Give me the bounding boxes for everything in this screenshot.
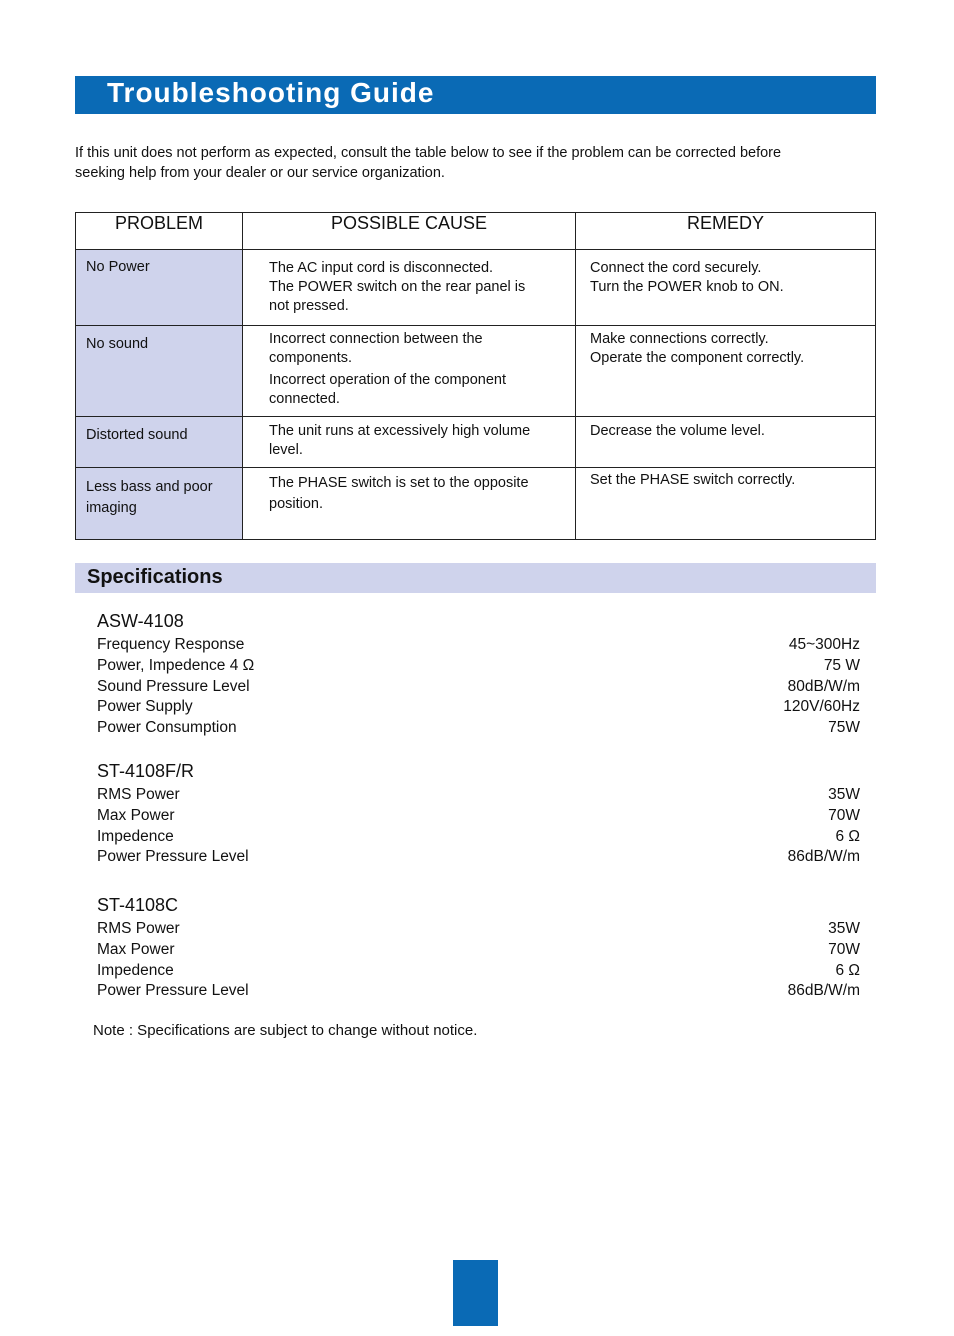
- title-banner: [75, 76, 876, 114]
- table-row: [76, 417, 876, 468]
- problem-cell: [76, 468, 243, 540]
- spec-value: 80dB/W/m: [787, 677, 860, 695]
- table-row: [76, 326, 876, 417]
- spec-note: Note : Specifications are subject to change without notice.: [93, 1022, 478, 1039]
- cause-cell: [243, 417, 576, 468]
- cause-text: The unit runs at excessively high volume: [269, 423, 531, 439]
- problem-text: Distorted sound: [86, 427, 188, 443]
- spec-group-st-4108c: [97, 894, 860, 1002]
- spec-label: RMS Power: [97, 920, 180, 937]
- problem-text: No sound: [86, 336, 149, 352]
- intro-line: seeking help from your dealer or our service organization.: [75, 165, 445, 181]
- spec-row: [97, 806, 860, 827]
- spec-label: Power, Impedence 4 Ω: [97, 656, 255, 674]
- spec-value: 75 W: [823, 656, 860, 674]
- spec-value: 70W: [828, 940, 860, 958]
- header-cause: POSSIBLE CAUSE: [243, 213, 576, 250]
- spec-row: [97, 981, 860, 1002]
- cause-text: The POWER switch on the rear panel is: [269, 279, 526, 295]
- spec-value: 86dB/W/m: [787, 982, 860, 1000]
- spec-label: Power Pressure Level: [97, 982, 249, 1000]
- spec-row: [97, 785, 860, 806]
- cause-text: The PHASE switch is set to the opposite: [269, 475, 529, 491]
- spec-value: 35W: [828, 920, 860, 937]
- spec-value: 86dB/W/m: [787, 848, 860, 866]
- page-title: Troubleshooting Guide: [107, 77, 435, 108]
- header-problem: PROBLEM: [76, 213, 243, 250]
- remedy-cell: [576, 417, 876, 468]
- problem-text: Less bass and poor: [86, 479, 213, 495]
- spec-row: [97, 697, 860, 718]
- spec-label: Frequency Response: [97, 636, 245, 653]
- remedy-text: Make connections correctly.: [590, 331, 769, 347]
- specifications-banner: [75, 563, 876, 593]
- table-header-row: [76, 213, 876, 250]
- cause-text: Incorrect connection between the: [269, 331, 483, 347]
- remedy-text: Set the PHASE switch correctly.: [590, 472, 796, 488]
- spec-row: [97, 919, 860, 940]
- spec-row: [97, 961, 860, 982]
- spec-value: 35W: [828, 786, 860, 803]
- cause-text: level.: [269, 442, 303, 458]
- spec-label: RMS Power: [97, 786, 180, 803]
- table-row: [76, 250, 876, 326]
- spec-value: 6 Ω: [835, 961, 860, 979]
- problem-cell: [76, 250, 243, 326]
- remedy-cell: [576, 250, 876, 326]
- spec-label: Max Power: [97, 940, 175, 958]
- model-name: ST-4108C: [97, 895, 179, 915]
- remedy-cell: [576, 326, 876, 417]
- problem-cell: [76, 326, 243, 417]
- cause-text: The AC input cord is disconnected.: [269, 260, 494, 276]
- spec-label: Power Pressure Level: [97, 848, 249, 866]
- header-remedy: REMEDY: [576, 213, 876, 250]
- spec-row: [97, 718, 860, 739]
- cause-cell: [243, 250, 576, 326]
- model-name: ST-4108F/R: [97, 761, 195, 781]
- spec-row: [97, 635, 860, 656]
- spec-label: Impedence: [97, 827, 174, 845]
- intro-line: If this unit does not perform as expected, consult the table below to see if the problem can be corrected before: [75, 145, 782, 161]
- spec-value: 75W: [828, 719, 860, 737]
- spec-value: 120V/60Hz: [783, 698, 860, 716]
- spec-label: Power Supply: [97, 698, 193, 716]
- spec-label: Sound Pressure Level: [97, 677, 250, 695]
- remedy-text: Decrease the volume level.: [590, 423, 765, 439]
- spec-row: [97, 827, 860, 848]
- cause-text: Incorrect operation of the component: [269, 372, 506, 388]
- cause-text: not pressed.: [269, 298, 349, 314]
- remedy-text: Operate the component correctly.: [590, 350, 805, 366]
- spec-row: [97, 940, 860, 961]
- spec-row: [97, 656, 860, 677]
- spec-group-asw-4108: [97, 610, 860, 739]
- remedy-text: Turn the POWER knob to ON.: [590, 279, 784, 295]
- spec-value: 45~300Hz: [788, 636, 860, 653]
- cause-cell: [243, 326, 576, 417]
- intro-paragraph: [75, 143, 875, 183]
- spec-label: Impedence: [97, 961, 174, 979]
- spec-row: [97, 677, 860, 698]
- spec-value: 6 Ω: [835, 827, 860, 845]
- remedy-text: Connect the cord securely.: [590, 260, 762, 276]
- spec-value: 70W: [828, 806, 860, 824]
- cause-text: connected.: [269, 391, 340, 407]
- spec-label: Power Consumption: [97, 719, 237, 737]
- table-row: [76, 468, 876, 540]
- spec-group-st-4108fr: [97, 760, 860, 868]
- troubleshooting-table: [75, 212, 876, 540]
- specifications-title: Specifications: [87, 566, 223, 588]
- problem-cell: [76, 417, 243, 468]
- problem-text: No Power: [86, 259, 150, 275]
- remedy-cell: [576, 468, 876, 540]
- spec-row: [97, 847, 860, 868]
- cause-cell: [243, 468, 576, 540]
- problem-text: imaging: [86, 500, 137, 516]
- model-name: ASW-4108: [97, 611, 184, 631]
- cause-text: position.: [269, 496, 324, 512]
- cause-text: components.: [269, 350, 353, 366]
- spec-label: Max Power: [97, 806, 175, 824]
- page-tab-marker: [453, 1260, 498, 1326]
